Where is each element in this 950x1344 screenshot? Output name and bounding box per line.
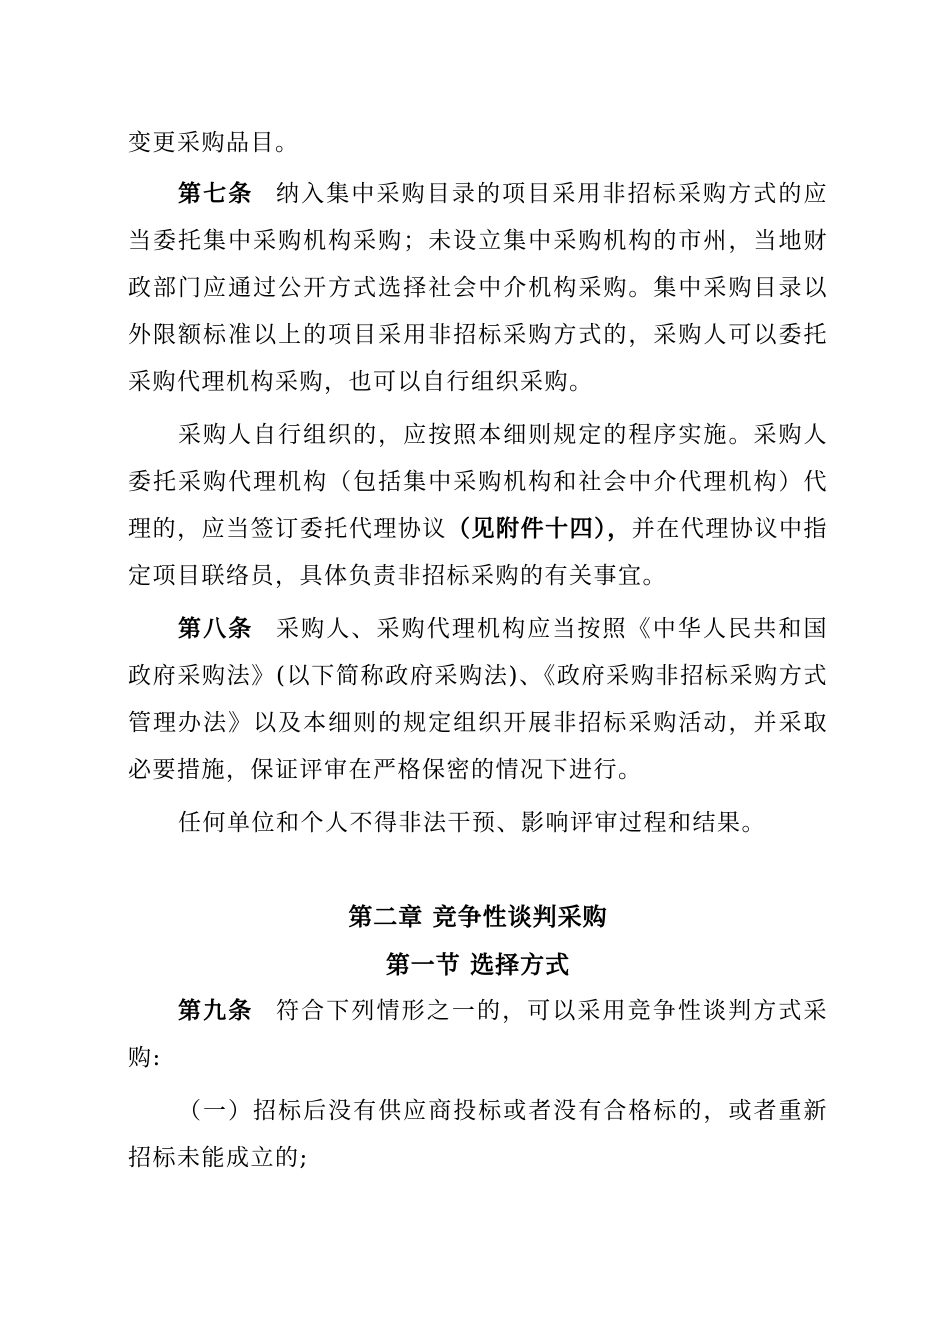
article-text: 采购人、采购代理机构应当按照《中华人民共和国政府采购法》(以下简称政府采购法)、《政府采购非招标采购方式管理办法》以及本细则的规定组织开展非招标采购活动，并采取必要措施，保证评审在严格保密的情况下进行。 <box>128 616 829 783</box>
article-text: 纳入集中采购目录的项目采用非招标采购方式的应当委托集中采购机构采购；未设立集中采购机构的市州，当地财政部门应通过公开方式选择社会中介机构采购。集中采购目录以外限额标准以上的项目采用非招标采购方式的，采购人可以委托采购代理机构采购，也可以自行组织采购。 <box>128 181 829 395</box>
article-label: 第八条 <box>178 616 254 642</box>
article-8 <box>128 606 828 794</box>
article-label: 第九条 <box>178 998 254 1024</box>
paragraph-text: 采购人自行组织的，应按照本细则规定的程序实施。采购人委托采购代理机构（包括集中采购机构和社会中介代理机构）代理的，应当签订委托代理协议 <box>128 422 828 542</box>
list-item-1 <box>128 1088 828 1182</box>
article-9 <box>128 988 828 1082</box>
article-label: 第七条 <box>178 181 254 207</box>
attachment-reference: （见附件十四）， <box>446 516 632 542</box>
paragraph-text: 变更采购品目。 <box>128 130 300 156</box>
paragraph-entrust <box>128 412 828 600</box>
paragraph-text: 并在代理协议中指定项目联络员，具体负责非招标采购的有关事宜。 <box>128 516 829 589</box>
article-text: 符合下列情形之一的，可以采用竞争性谈判方式采购: <box>128 998 829 1071</box>
document-body <box>128 120 828 1182</box>
section-title: 第一节 选择方式 <box>385 951 571 979</box>
paragraph-continuation <box>128 120 828 167</box>
paragraph-text: 任何单位和个人不得非法干预、影响评审过程和结果。 <box>178 810 766 836</box>
chapter-title: 第二章 竞争性谈判采购 <box>348 903 608 931</box>
article-7 <box>128 171 828 406</box>
list-item-text: （一）招标后没有供应商投标或者没有合格标的，或者重新招标未能成立的; <box>128 1098 828 1171</box>
paragraph-no-interference <box>128 800 828 847</box>
